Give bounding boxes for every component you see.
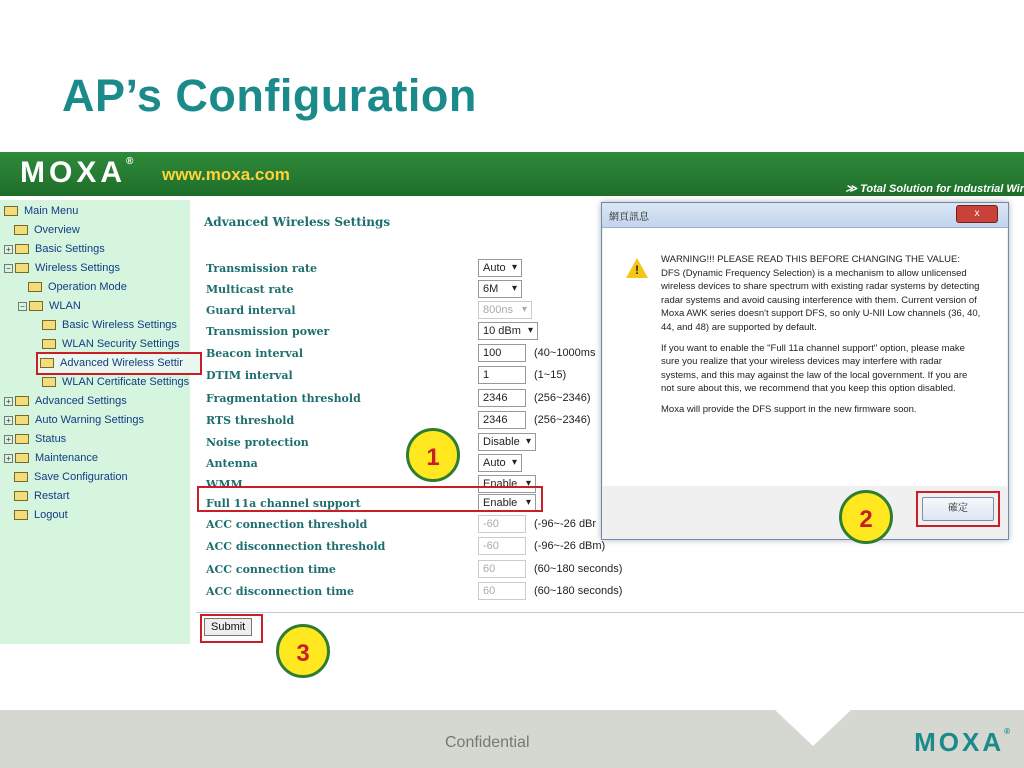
field-label: Multicast rate	[206, 283, 294, 296]
field-hint: (60~180 seconds)	[534, 563, 623, 575]
antenna-select[interactable]: Auto ▾	[478, 454, 522, 472]
field-label: Beacon interval	[206, 347, 304, 360]
transmission-rate-select[interactable]: Auto ▾	[478, 259, 522, 277]
noise-protection-select[interactable]: Disable ▾	[478, 433, 536, 451]
banner-url[interactable]: www.moxa.com	[162, 165, 290, 184]
field-label: Antenna	[206, 457, 258, 470]
dtim-interval-input[interactable]: 1	[478, 366, 526, 384]
ok-button[interactable]: 確定	[922, 497, 994, 521]
warning-dialog	[601, 202, 1009, 540]
wmm-select[interactable]: Enable ▾	[478, 475, 536, 493]
close-button[interactable]: x	[956, 205, 998, 223]
folder-icon	[42, 320, 56, 330]
form-divider	[196, 612, 1024, 613]
tree-item-advanced-settings[interactable]: + Advanced Settings	[4, 392, 127, 411]
callout-3: 3	[276, 624, 330, 678]
confidential-label: Confidential	[445, 734, 530, 751]
form-row	[206, 515, 646, 535]
expand-icon[interactable]: +	[4, 454, 13, 463]
field-label: ACC disconnection threshold	[206, 540, 386, 553]
folder-icon	[15, 453, 29, 463]
tree-item-wlan[interactable]: − WLAN	[18, 297, 81, 316]
tree-item-maintenance[interactable]: + Maintenance	[4, 449, 98, 468]
transmission-power-select[interactable]: 10 dBm ▾	[478, 322, 538, 340]
rts-threshold-input[interactable]: 2346	[478, 411, 526, 429]
folder-open-icon	[29, 301, 43, 311]
slide-footer	[0, 710, 1024, 768]
expand-icon[interactable]: +	[4, 397, 13, 406]
field-hint: (40~1000ms	[534, 347, 596, 359]
field-hint: (1~15)	[534, 369, 567, 381]
field-hint: (60~180 seconds)	[534, 585, 623, 597]
tree-item-wlan-certificate-settings[interactable]: WLAN Certificate Settings	[42, 373, 189, 392]
form-row	[206, 280, 646, 300]
field-label: Guard interval	[206, 304, 296, 317]
field-label: ACC connection time	[206, 563, 336, 576]
expand-icon[interactable]: +	[4, 416, 13, 425]
acc-connection-time-input: 60	[478, 560, 526, 578]
tree-item-auto-warning-settings[interactable]: + Auto Warning Settings	[4, 411, 144, 430]
dialog-paragraph: Moxa will provide the DFS support in the new firmware soon.	[661, 403, 917, 415]
folder-icon	[14, 225, 28, 235]
folder-icon	[40, 358, 54, 368]
moxa-banner	[0, 152, 1024, 196]
acc-connection-threshold-input: -60	[478, 515, 526, 533]
tree-item-save-configuration[interactable]: Save Configuration	[14, 468, 128, 487]
expand-icon[interactable]: +	[4, 245, 13, 254]
folder-icon	[28, 282, 42, 292]
footer-notch	[775, 710, 851, 746]
field-hint: (-96~-26 dBr	[534, 518, 597, 530]
tree-item-logout[interactable]: Logout	[14, 506, 68, 525]
main-menu-tree	[0, 200, 190, 644]
form-row	[206, 366, 646, 386]
folder-icon	[14, 510, 28, 520]
form-row	[206, 582, 646, 602]
tree-item-main-menu[interactable]: Main Menu	[4, 202, 78, 221]
field-hint: (-96~-26 dBm)	[534, 540, 606, 552]
form-row	[206, 537, 646, 557]
field-label: Fragmentation threshold	[206, 392, 361, 405]
folder-icon	[15, 396, 29, 406]
fragmentation-threshold-input[interactable]: 2346	[478, 389, 526, 407]
slide-title: AP’s Configuration	[62, 70, 477, 121]
folder-open-icon	[15, 263, 29, 273]
tree-item-advanced-wireless-settings[interactable]: Advanced Wireless Settir	[36, 352, 202, 375]
tree-item-operation-mode[interactable]: Operation Mode	[28, 278, 127, 297]
tree-item-wlan-security-settings[interactable]: WLAN Security Settings	[42, 335, 179, 354]
banner-logo: MOXA®	[20, 156, 134, 189]
tree-item-wireless-settings[interactable]: − Wireless Settings	[4, 259, 120, 278]
dialog-body	[603, 228, 1007, 486]
folder-icon	[15, 434, 29, 444]
footer-logo: MOXA®	[914, 727, 1010, 757]
beacon-interval-input[interactable]: 100	[478, 344, 526, 362]
field-label: DTIM interval	[206, 369, 293, 382]
warning-icon-mark: !	[635, 263, 639, 277]
field-label: ACC disconnection time	[206, 585, 354, 598]
acc-disconnection-time-input: 60	[478, 582, 526, 600]
form-row	[206, 344, 646, 364]
form-row	[206, 301, 646, 321]
submit-button[interactable]: Submit	[204, 618, 252, 636]
tree-item-overview[interactable]: Overview	[14, 221, 80, 240]
folder-icon	[15, 415, 29, 425]
tree-item-restart[interactable]: Restart	[14, 487, 69, 506]
expand-icon[interactable]: +	[4, 435, 13, 444]
form-row	[206, 389, 646, 409]
collapse-icon[interactable]: −	[4, 264, 13, 273]
tree-item-status[interactable]: + Status	[4, 430, 66, 449]
dialog-title: 網頁訊息	[609, 212, 649, 223]
field-label: ACC connection threshold	[206, 518, 368, 531]
form-heading: Advanced Wireless Settings	[204, 215, 391, 229]
folder-icon	[14, 472, 28, 482]
folder-icon	[42, 377, 56, 387]
folder-icon	[14, 491, 28, 501]
field-label: RTS threshold	[206, 414, 295, 427]
field-label: WMM	[206, 478, 243, 491]
full-11a-channel-select[interactable]: Enable ▾	[478, 494, 536, 512]
tree-item-basic-wireless-settings[interactable]: Basic Wireless Settings	[42, 316, 177, 335]
form-row	[206, 560, 646, 580]
field-label: Noise protection	[206, 436, 309, 449]
folder-icon	[42, 339, 56, 349]
form-row	[206, 259, 646, 279]
dialog-message	[661, 253, 981, 424]
guard-interval-select: 800ns ▾	[478, 301, 532, 319]
field-hint: (256~2346)	[534, 414, 591, 426]
field-label: Transmission power	[206, 325, 330, 338]
acc-disconnection-threshold-input: -60	[478, 537, 526, 555]
callout-2: 2	[839, 490, 893, 544]
callout-1: 1	[406, 428, 460, 482]
dialog-titlebar	[602, 203, 1008, 228]
field-hint: (256~2346)	[534, 392, 591, 404]
folder-icon	[15, 244, 29, 254]
dialog-paragraph: WARNING!!! PLEASE READ THIS BEFORE CHANGING THE VALUE: DFS (Dynamic Frequency Selection) is a mechanism to allow unlicensed wireless devices to share spectrum with existing radar systems by detecting radar systems and avoid causing interference with them. Current version of Moxa AWK series doesn't support DFS, so only U-NII Low channels (36, 40, 44, and 48) are supported by default.	[661, 254, 981, 333]
multicast-rate-select[interactable]: 6M ▾	[478, 280, 522, 298]
tree-item-basic-settings[interactable]: + Basic Settings	[4, 240, 105, 259]
dialog-paragraph: If you want to enable the "Full 11a channel support" option, please make sure you realize that your wireless devices may interfere with radar systems, and this may against the law of the local government. If you are not sure about this, we recommend that you keep this option disabled.	[661, 342, 968, 395]
banner-slogan: ≫ Total Solution for Industrial Wir	[845, 183, 1024, 195]
folder-icon	[4, 206, 18, 216]
field-label: Full 11a channel support	[206, 497, 361, 510]
collapse-icon[interactable]: −	[18, 302, 27, 311]
field-label: Transmission rate	[206, 262, 318, 275]
highlight-full-11a-row	[197, 486, 543, 512]
form-row	[206, 322, 646, 342]
